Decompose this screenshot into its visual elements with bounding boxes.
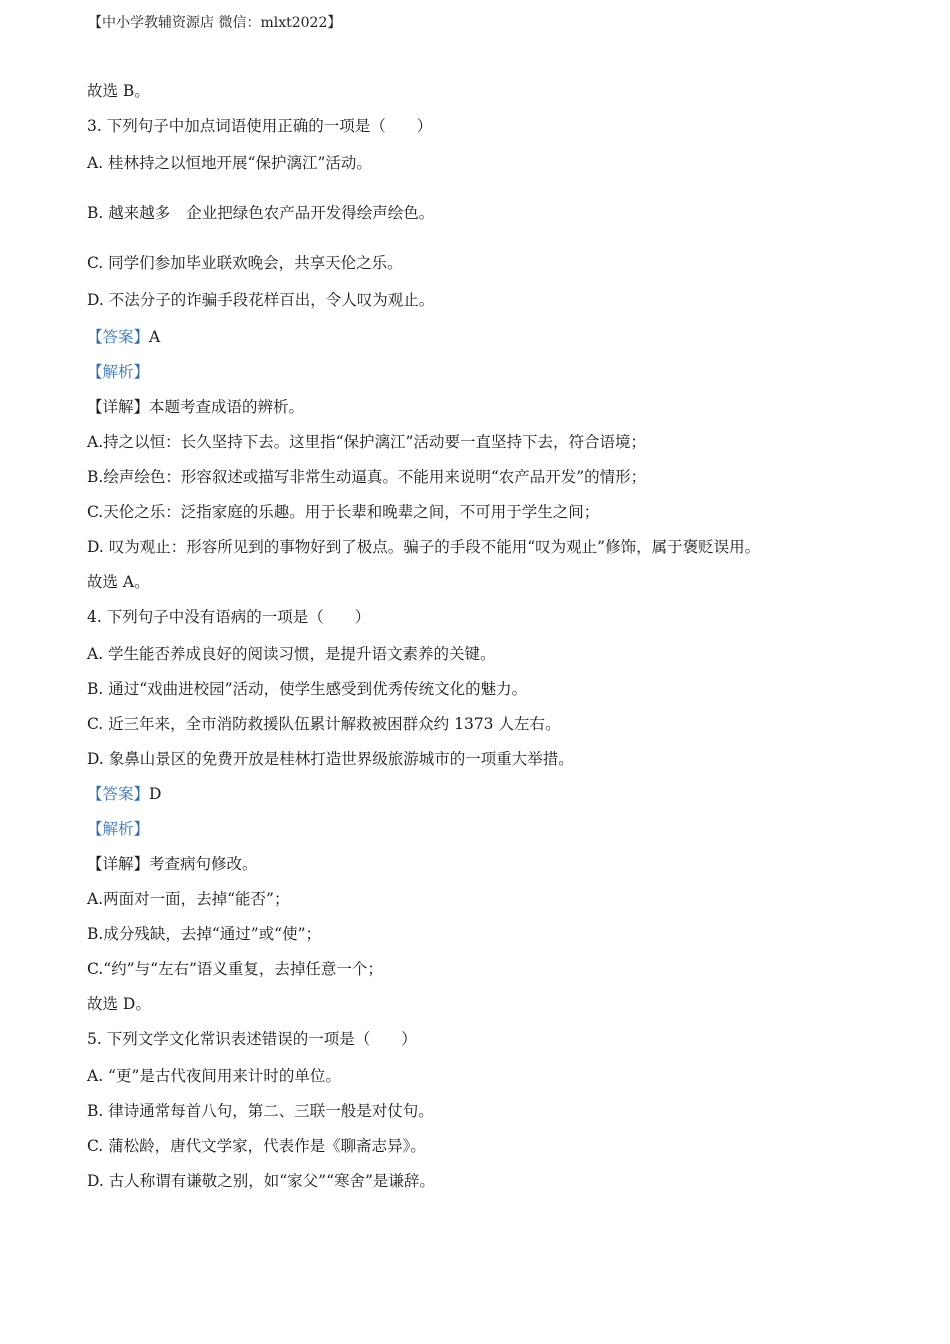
answer-tag: 【答案】 bbox=[87, 785, 150, 803]
q5-option-a: A. “更”是古代夜间用来计时的单位。 bbox=[87, 1067, 341, 1085]
q3-option-b-part1: B. 越来越多 bbox=[87, 204, 171, 222]
q4-option-a: A. 学生能否养成良好的阅读习惯，是提升语文素养的关键。 bbox=[87, 645, 496, 663]
q3-answer bbox=[87, 327, 160, 347]
text-line: 故选 A。 bbox=[87, 573, 150, 591]
q3-option-b bbox=[87, 203, 434, 223]
question-3: 3. 下列句子中加点词语使用正确的一项是（ ） bbox=[87, 117, 433, 135]
q4-answer bbox=[87, 784, 161, 804]
detail-line: A.持之以恒：长久坚持下去。这里指“保护漓江”活动要一直坚持下去，符合语境； bbox=[87, 433, 646, 451]
detail-line: C.“约”与“左右”语义重复，去掉任意一个； bbox=[87, 960, 383, 978]
q4-option-c: C. 近三年来，全市消防救援队伍累计解救被困群众约 1373 人左右。 bbox=[87, 715, 561, 733]
answer-tag: 【答案】 bbox=[87, 328, 150, 346]
q5-option-c: C. 蒲松龄，唐代文学家，代表作是《聊斋志异》。 bbox=[87, 1137, 426, 1155]
q3-option-d: D. 不法分子的诈骗手段花样百出，令人叹为观止。 bbox=[87, 291, 435, 309]
answer-value: A bbox=[149, 328, 161, 346]
detail-line: A.两面对一面，去掉“能否”； bbox=[87, 890, 290, 908]
text-line: 故选 D。 bbox=[87, 995, 151, 1013]
q3-option-a: A. 桂林持之以恒地开展“保护漓江”活动。 bbox=[87, 154, 372, 172]
detail-line: 【详解】考查病句修改。 bbox=[87, 855, 258, 873]
question-4: 4. 下列句子中没有语病的一项是（ ） bbox=[87, 608, 371, 626]
answer-value: D bbox=[149, 785, 162, 803]
q4-option-d: D. 象鼻山景区的免费开放是桂林打造世界级旅游城市的一项重大举措。 bbox=[87, 750, 574, 768]
analysis-tag: 【解析】 bbox=[87, 363, 150, 381]
detail-line: D. 叹为观止：形容所见到的事物好到了极点。骗子的手段不能用“叹为观止”修饰，属于褒贬误用。 bbox=[87, 538, 761, 556]
q3-option-b-part2: 企业把绿色农产品开发得绘声绘色。 bbox=[186, 204, 435, 222]
text-line: 故选 B。 bbox=[87, 82, 150, 100]
q4-option-b: B. 通过“戏曲进校园”活动，使学生感受到优秀传统文化的魅力。 bbox=[87, 680, 528, 698]
detail-line: B.成分残缺，去掉“通过”或“使”； bbox=[87, 925, 322, 943]
detail-line: B.绘声绘色：形容叙述或描写非常生动逼真。不能用来说明“农产品开发”的情形； bbox=[87, 468, 647, 486]
detail-line: C.天伦之乐：泛指家庭的乐趣。用于长辈和晚辈之间，不可用于学生之间； bbox=[87, 503, 600, 521]
analysis-tag: 【解析】 bbox=[87, 820, 150, 838]
q5-option-d: D. 古人称谓有谦敬之别，如“家父”“寒舍”是谦辞。 bbox=[87, 1172, 435, 1190]
question-5: 5. 下列文学文化常识表述错误的一项是（ ） bbox=[87, 1030, 417, 1048]
q3-option-c: C. 同学们参加毕业联欢晚会，共享天伦之乐。 bbox=[87, 254, 403, 272]
q5-option-b: B. 律诗通常每首八句，第二、三联一般是对仗句。 bbox=[87, 1102, 434, 1120]
page-header: 【中小学教辅资源店 微信：mlxt2022】 bbox=[88, 15, 342, 31]
detail-line: 【详解】本题考查成语的辨析。 bbox=[87, 398, 305, 416]
